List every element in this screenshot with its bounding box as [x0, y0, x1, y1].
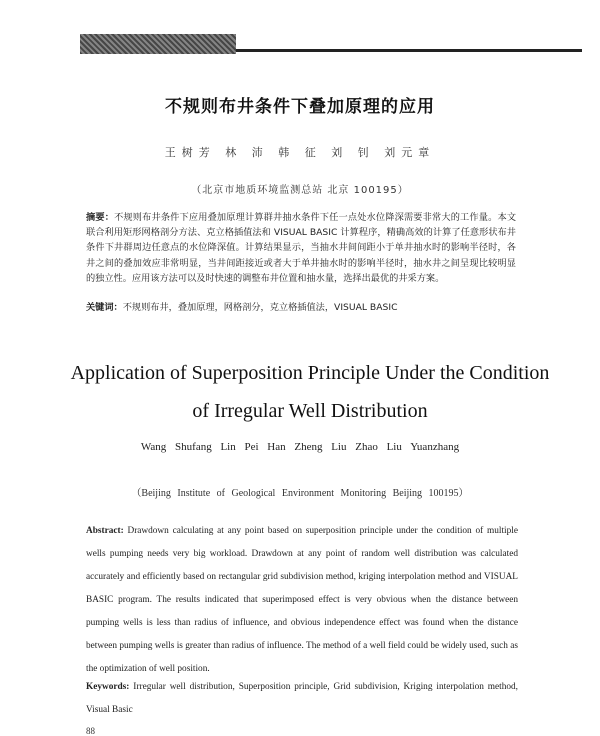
english-keywords-label: Keywords: [86, 682, 130, 692]
chinese-affiliation: （北京市地质环境监测总站 北京 100195） [191, 185, 409, 196]
chinese-keywords-text: 不规则布井，叠加原理，网格剖分，克立格插值法，VISUAL BASIC [122, 302, 398, 313]
english-authors: Wang Shufang Lin Pei Han Zheng Liu Zhao Liu Yuanzhang [140, 441, 460, 453]
chinese-abstract [86, 210, 516, 286]
english-keywords-text: Irregular well distribution, Superposition principle, Grid subdivision, Kriging interpolation method, Visual Basic [86, 682, 518, 715]
english-abstract-label: Abstract: [86, 526, 124, 536]
chinese-keywords [86, 301, 516, 315]
header-rule [236, 49, 582, 52]
chinese-keywords-label: 关键词： [86, 302, 123, 313]
page-number: 88 [86, 726, 95, 736]
english-abstract-text: Drawdown calculating at any point based on superposition principle under the condition of multiple wells pumping needs very big workload. Drawdown at any point of random well distribution was calculated accurately and efficiently based on rectangular grid subdivision method, kriging interpolation method and VISUAL BASIC program. The results indicated that superimposed effect is very obvious when the distance between pumping wells is less than radius of influence, and obvious independence effect was found when the distance between pumping wells is greater than radius of influence. The method of a well field could be widely used, such as the optimization of well position. [86, 526, 518, 674]
chinese-title: 不规则布井条件下叠加原理的应用 [165, 97, 435, 117]
english-affiliation: （Beijing Institute of Geological Environment Monitoring Beijing 100195） [131, 488, 469, 499]
english-title: Application of Superposition Principle Under the Condition of Irregular Well Distribution [70, 362, 550, 422]
journal-header-band [80, 34, 236, 54]
chinese-abstract-label: 摘要： [86, 212, 115, 223]
english-abstract [86, 520, 518, 681]
english-keywords [86, 676, 518, 722]
chinese-abstract-text: 不规则布井条件下应用叠加原理计算群井抽水条件下任一点处水位降深需要非常大的工作量。本文联合利用矩形网格剖分方法、克立格插值法和 VISUAL BASIC 计算程序，精确高效的计算了任意形状布井条件下井群周边任意点的水位降深值。计算结果显示，当抽水井间间距小于单井抽水时的影响半径时，各井之间的叠加效应非常明显，当井间距接近或者大于单井抽水时的影响半径时，抽水井之间呈现比较明显的独立性。应用该方法可以及时快速的调整布井位置和抽水量，选择出最优的井采方案。 [86, 212, 517, 284]
chinese-authors: 王树芳 林 沛 韩 征 刘 钊 刘元章 [164, 146, 436, 159]
